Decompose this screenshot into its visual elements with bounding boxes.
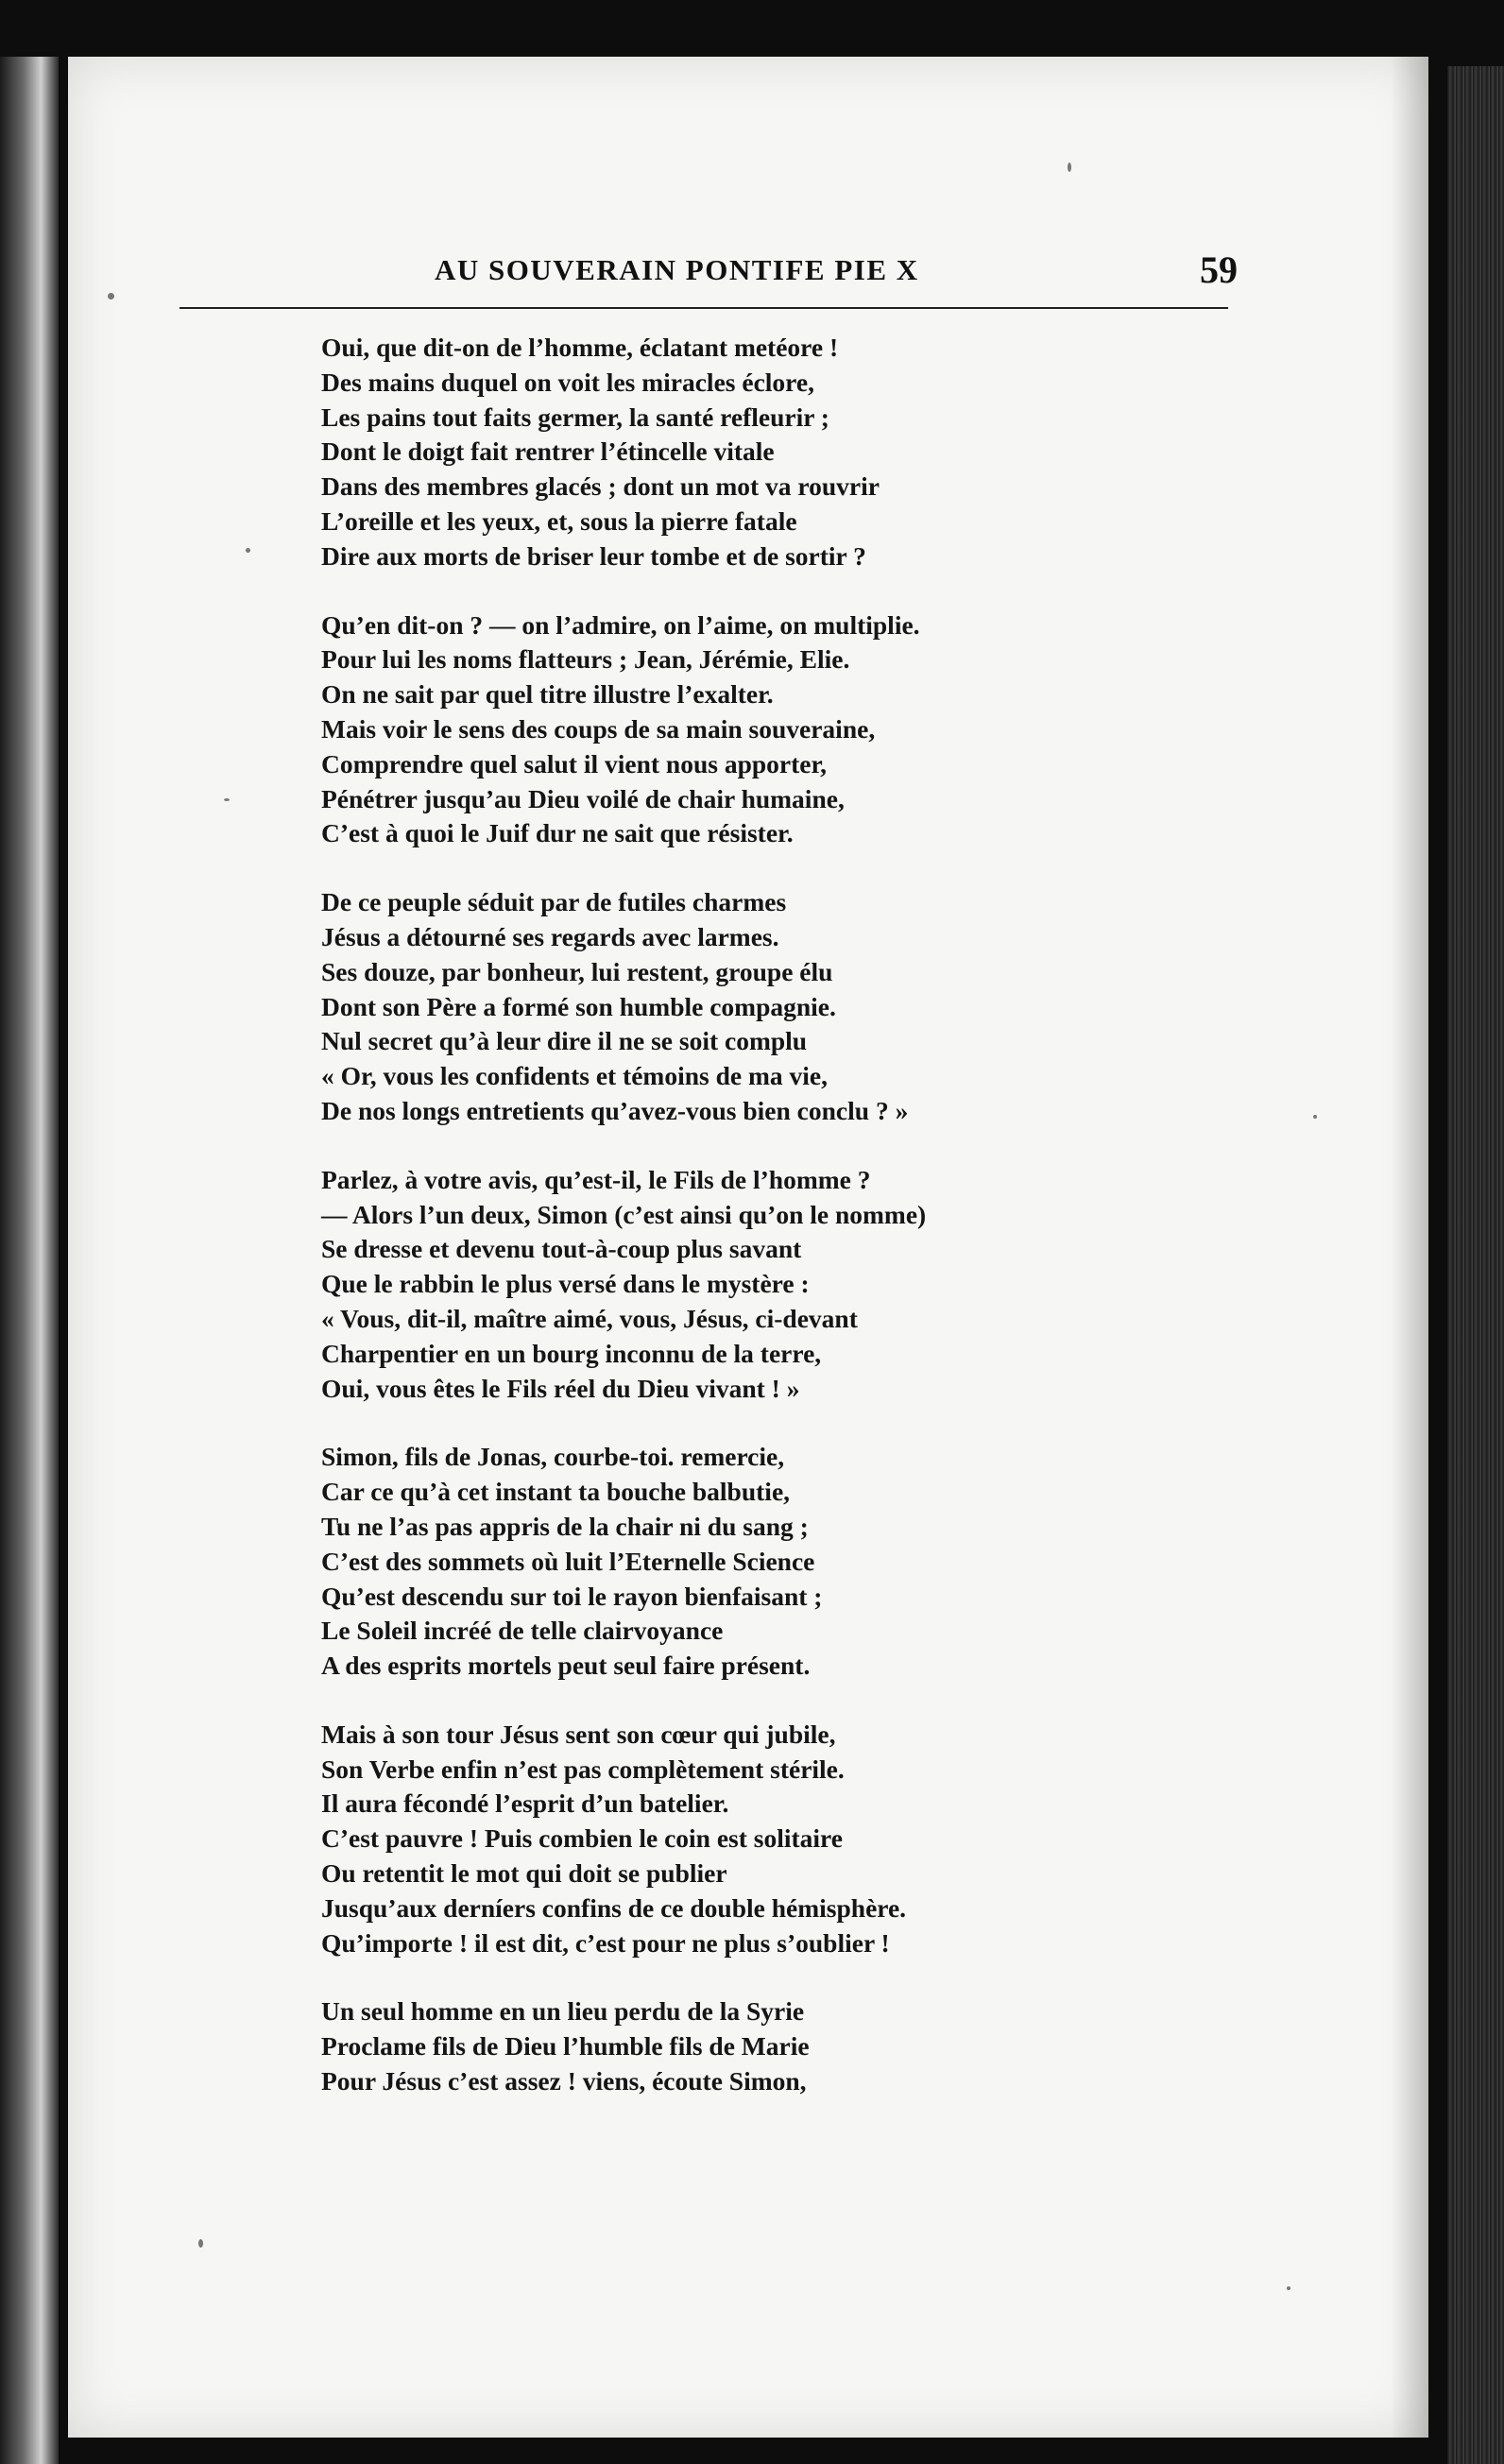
verse-line: Proclame fils de Dieu l’humble fils de Marie — [321, 2031, 810, 2062]
verse-line: Simon, fils de Jonas, courbe-toi. remercie, — [321, 1442, 785, 1472]
verse-line: Pour lui les noms flatteurs ; Jean, Jérémie, Elie. — [321, 644, 850, 675]
left-binding-edge — [0, 57, 59, 2464]
verse-line: Pénétrer jusqu’au Dieu voilé de chair humaine, — [321, 783, 845, 813]
verse-line: Nul secret qu’à leur dire il ne se soit complu — [321, 1026, 808, 1056]
header-rule — [179, 307, 1228, 309]
stanza-7 — [321, 1994, 1266, 2098]
paper-speck — [1313, 1115, 1317, 1119]
verse-line: Ou retentit le mot qui doit se publier — [321, 1858, 727, 1889]
stanza-1 — [321, 331, 1266, 574]
verse-line: Ses douze, par bonheur, lui restent, groupe élu — [321, 956, 833, 986]
paper-speck — [246, 548, 250, 553]
verse-line: Se dresse et devenu tout-à-coup plus savant — [321, 1234, 802, 1264]
poem-body — [321, 331, 1266, 2133]
running-head: AU SOUVERAIN PONTIFE PIE X — [435, 253, 919, 286]
verse-line: Mais voir le sens des coups de sa main souveraine, — [321, 713, 876, 744]
verse-line: De ce peuple séduit par de futiles charmes — [321, 887, 787, 917]
paper-speck — [1068, 163, 1071, 172]
verse-line: A des esprits mortels peut seul faire présent. — [321, 1651, 811, 1681]
verse-line: Parlez, à votre avis, qu’est-il, le Fils de l’homme ? — [321, 1164, 871, 1194]
stanza-3 — [321, 885, 1266, 1129]
verse-line: Comprendre quel salut il vient nous apporter, — [321, 748, 828, 779]
verse-line: Oui, que dit-on de l’homme, éclatant metéore ! — [321, 333, 839, 362]
right-page-stack-edge — [1447, 66, 1504, 2464]
verse-line: Qu’en dit-on ? — on l’admire, on l’aime, on multiplie. — [321, 609, 920, 640]
verse-line: C’est à quoi le Juif dur ne sait que résister. — [321, 818, 794, 848]
verse-line: Dont le doigt fait rentrer l’étincelle vitale — [321, 436, 775, 467]
verse-line: Dans des membres glacés ; dont un mot va rouvrir — [321, 471, 880, 502]
page-header — [179, 248, 1238, 319]
verse-line: Car ce qu’à cet instant ta bouche balbutie, — [321, 1477, 791, 1507]
verse-line: Dont son Père a formé son humble compagnie. — [321, 991, 836, 1021]
verse-line: — Alors l’un deux, Simon (c’est ainsi qu’on le nomme) — [321, 1199, 927, 1229]
verse-line: Tu ne l’as pas appris de la chair ni du sang ; — [321, 1511, 809, 1541]
verse-line: Il aura fécondé l’esprit d’un batelier. — [321, 1788, 729, 1819]
verse-line: Des mains duquel on voit les miracles éclore, — [321, 367, 814, 397]
verse-line: Jusqu’aux derníers confins de ce double hémisphère. — [321, 1892, 907, 1923]
verse-line: Jésus a détourné ses regards avec larmes. — [321, 921, 779, 951]
verse-line: Pour Jésus c’est assez ! viens, écoute Simon, — [321, 2066, 807, 2096]
verse-line: Qu’est descendu sur toi le rayon bienfaisant ; — [321, 1581, 823, 1611]
paper-speck — [108, 293, 114, 299]
page-number: 59 — [1200, 248, 1238, 291]
verse-line: « Or, vous les confidents et témoins de ma vie, — [321, 1061, 828, 1091]
book-page — [68, 57, 1428, 2438]
verse-line: Charpentier en un bourg inconnu de la terre, — [321, 1338, 822, 1368]
verse-line: Qu’importe ! il est dit, c’est pour ne plus s’oublier ! — [321, 1927, 890, 1958]
verse-line: Le Soleil incréé de telle clairvoyance — [321, 1616, 724, 1646]
verse-line: C’est des sommets où luit l’Eternelle Science — [321, 1546, 815, 1576]
verse-line: L’oreille et les yeux, et, sous la pierre fatale — [321, 505, 797, 536]
verse-line: Que le rabbin le plus versé dans le mystère : — [321, 1269, 810, 1299]
verse-line: On ne sait par quel titre illustre l’exalter. — [321, 679, 774, 710]
verse-line: Les pains tout faits germer, la santé refleurir ; — [321, 402, 829, 432]
verse-line: Un seul homme en un lieu perdu de la Syrie — [321, 1996, 805, 2027]
paper-speck — [224, 798, 230, 801]
stanza-5 — [321, 1440, 1266, 1684]
verse-line: Mais à son tour Jésus sent son cœur qui jubile, — [321, 1719, 836, 1749]
verse-line: Oui, vous êtes le Fils réel du Dieu vivant ! » — [321, 1373, 800, 1403]
verse-line: C’est pauvre ! Puis combien le coin est solitaire — [321, 1823, 843, 1854]
verse-line: Dire aux morts de briser leur tombe et de sortir ? — [321, 540, 866, 571]
verse-line: De nos longs entretients qu’avez-vous bien conclu ? » — [321, 1095, 909, 1125]
stanza-4 — [321, 1163, 1266, 1407]
stanza-6 — [321, 1718, 1266, 1961]
stanza-2 — [321, 608, 1266, 852]
paper-speck — [198, 2239, 203, 2248]
verse-line: Son Verbe enfin n’est pas complètement stérile. — [321, 1754, 845, 1784]
verse-line: « Vous, dit-il, maître aimé, vous, Jésus, ci-devant — [321, 1303, 858, 1333]
paper-speck — [1287, 2286, 1290, 2290]
